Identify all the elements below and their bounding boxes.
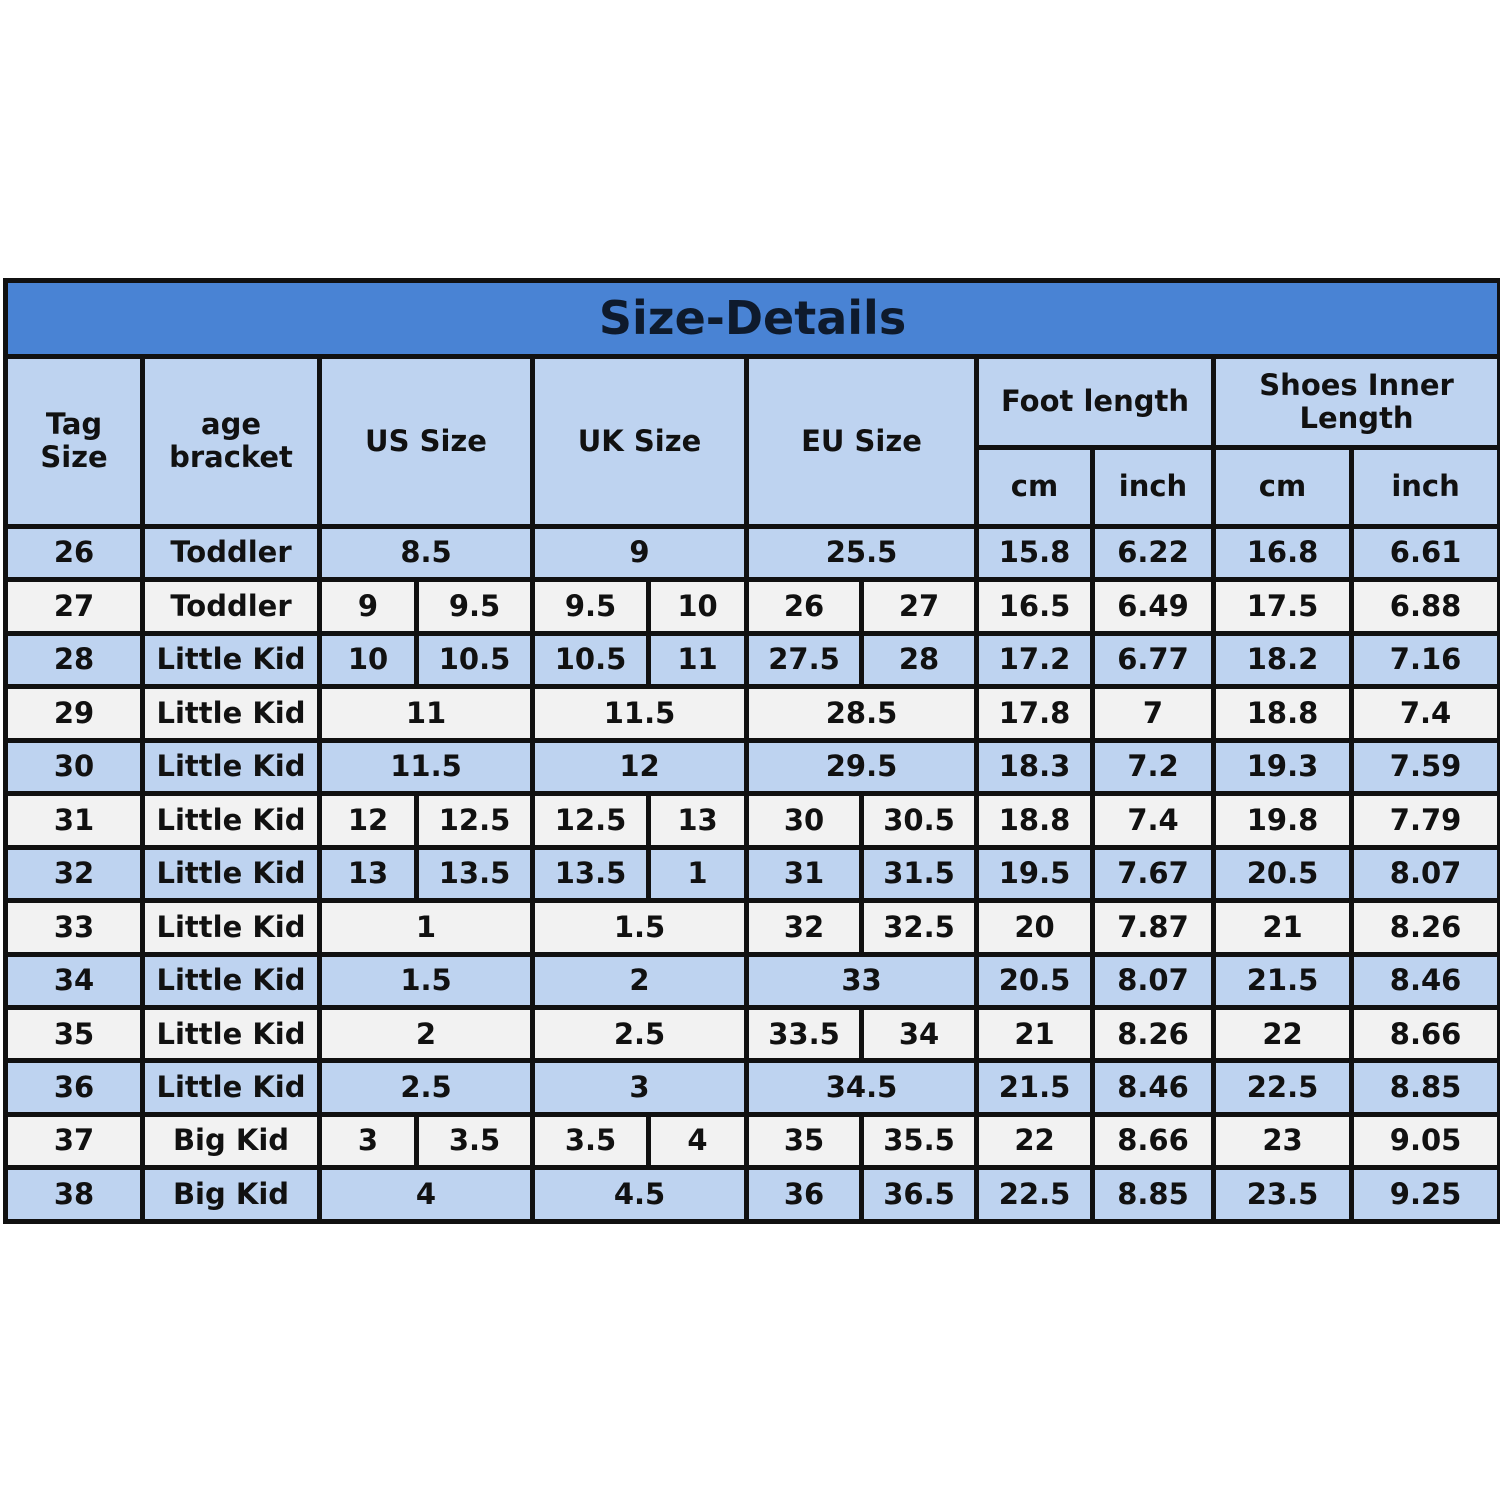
us-size-cell: 13.5 [417,847,533,900]
age-bracket-cell: Big Kid [143,1168,320,1222]
us-size-cell: 2.5 [320,1061,533,1114]
inner-length-cm-cell: 21.5 [1214,954,1352,1007]
header-foot-length: Foot length [977,356,1214,447]
eu-size-cell: 36.5 [862,1168,977,1222]
uk-size-cell: 4 [649,1114,747,1167]
uk-size-cell: 11 [649,633,747,686]
table-title: Size-Details [6,281,1500,357]
tag-size-cell: 34 [6,954,143,1007]
foot-length-inch-cell: 7.4 [1093,794,1214,847]
eu-size-cell: 31 [747,847,862,900]
us-size-cell: 12 [320,794,417,847]
inner-length-cm-cell: 20.5 [1214,847,1352,900]
tag-size-cell: 30 [6,740,143,793]
foot-length-cm-cell: 15.8 [977,526,1093,579]
table-row [6,901,1500,954]
header-eu-size: EU Size [747,356,977,526]
uk-size-cell: 3.5 [533,1114,649,1167]
table-row [6,1008,1500,1061]
foot-length-inch-cell: 6.22 [1093,526,1214,579]
header-tag-size: Tag Size [6,356,143,526]
eu-size-cell: 36 [747,1168,862,1222]
table-row [6,1061,1500,1114]
tag-size-cell: 26 [6,526,143,579]
us-size-cell: 13 [320,847,417,900]
uk-size-cell: 13 [649,794,747,847]
inner-length-inch-cell: 8.07 [1352,847,1500,900]
inner-length-cm-cell: 18.8 [1214,687,1352,740]
foot-length-cm-cell: 20 [977,901,1093,954]
tag-size-cell: 27 [6,580,143,633]
eu-size-cell: 25.5 [747,526,977,579]
tag-size-cell: 35 [6,1008,143,1061]
eu-size-cell: 32.5 [862,901,977,954]
inner-length-cm-cell: 22 [1214,1008,1352,1061]
foot-length-cm-cell: 17.2 [977,633,1093,686]
foot-length-inch-cell: 7.67 [1093,847,1214,900]
age-bracket-cell: Big Kid [143,1114,320,1167]
inner-length-inch-cell: 9.25 [1352,1168,1500,1222]
uk-size-cell: 1 [649,847,747,900]
tag-size-cell: 38 [6,1168,143,1222]
inner-length-inch-cell: 9.05 [1352,1114,1500,1167]
eu-size-cell: 29.5 [747,740,977,793]
eu-size-cell: 27 [862,580,977,633]
table-row [6,847,1500,900]
inner-length-cm-cell: 23.5 [1214,1168,1352,1222]
uk-size-cell: 2 [533,954,747,1007]
header-inner-cm: cm [1214,447,1352,526]
foot-length-inch-cell: 6.49 [1093,580,1214,633]
table-row [6,740,1500,793]
us-size-cell: 9 [320,580,417,633]
foot-length-cm-cell: 20.5 [977,954,1093,1007]
inner-length-inch-cell: 6.88 [1352,580,1500,633]
tag-size-cell: 32 [6,847,143,900]
foot-length-inch-cell: 8.26 [1093,1008,1214,1061]
table-row [6,633,1500,686]
inner-length-cm-cell: 23 [1214,1114,1352,1167]
uk-size-cell: 12.5 [533,794,649,847]
age-bracket-cell: Little Kid [143,954,320,1007]
foot-length-inch-cell: 7.87 [1093,901,1214,954]
inner-length-cm-cell: 16.8 [1214,526,1352,579]
size-details-table [3,278,1500,1224]
age-bracket-cell: Toddler [143,580,320,633]
table-row [6,526,1500,579]
us-size-cell: 12.5 [417,794,533,847]
inner-length-cm-cell: 19.3 [1214,740,1352,793]
header-inner-inch: inch [1352,447,1500,526]
uk-size-cell: 12 [533,740,747,793]
eu-size-cell: 32 [747,901,862,954]
eu-size-cell: 31.5 [862,847,977,900]
inner-length-inch-cell: 8.66 [1352,1008,1500,1061]
uk-size-cell: 9.5 [533,580,649,633]
foot-length-cm-cell: 17.8 [977,687,1093,740]
inner-length-cm-cell: 19.8 [1214,794,1352,847]
age-bracket-cell: Little Kid [143,901,320,954]
tag-size-cell: 37 [6,1114,143,1167]
foot-length-cm-cell: 18.8 [977,794,1093,847]
us-size-cell: 10 [320,633,417,686]
age-bracket-cell: Little Kid [143,633,320,686]
eu-size-cell: 30 [747,794,862,847]
foot-length-inch-cell: 8.85 [1093,1168,1214,1222]
tag-size-cell: 29 [6,687,143,740]
inner-length-cm-cell: 22.5 [1214,1061,1352,1114]
inner-length-inch-cell: 7.59 [1352,740,1500,793]
eu-size-cell: 30.5 [862,794,977,847]
us-size-cell: 3.5 [417,1114,533,1167]
foot-length-inch-cell: 8.46 [1093,1061,1214,1114]
table-row [6,1114,1500,1167]
us-size-cell: 8.5 [320,526,533,579]
foot-length-inch-cell: 8.66 [1093,1114,1214,1167]
uk-size-cell: 9 [533,526,747,579]
uk-size-cell: 10 [649,580,747,633]
inner-length-inch-cell: 6.61 [1352,526,1500,579]
inner-length-cm-cell: 17.5 [1214,580,1352,633]
foot-length-inch-cell: 7 [1093,687,1214,740]
inner-length-inch-cell: 8.26 [1352,901,1500,954]
us-size-cell: 1.5 [320,954,533,1007]
age-bracket-cell: Little Kid [143,847,320,900]
us-size-cell: 2 [320,1008,533,1061]
age-bracket-cell: Little Kid [143,794,320,847]
eu-size-cell: 28.5 [747,687,977,740]
inner-length-cm-cell: 18.2 [1214,633,1352,686]
inner-length-cm-cell: 21 [1214,901,1352,954]
uk-size-cell: 1.5 [533,901,747,954]
table-body [6,281,1500,1222]
inner-length-inch-cell: 8.85 [1352,1061,1500,1114]
foot-length-cm-cell: 22 [977,1114,1093,1167]
uk-size-cell: 2.5 [533,1008,747,1061]
inner-length-inch-cell: 8.46 [1352,954,1500,1007]
age-bracket-cell: Toddler [143,526,320,579]
tag-size-cell: 36 [6,1061,143,1114]
tag-size-cell: 28 [6,633,143,686]
table-row [6,954,1500,1007]
tag-size-cell: 31 [6,794,143,847]
foot-length-cm-cell: 16.5 [977,580,1093,633]
us-size-cell: 9.5 [417,580,533,633]
uk-size-cell: 11.5 [533,687,747,740]
foot-length-inch-cell: 6.77 [1093,633,1214,686]
foot-length-cm-cell: 18.3 [977,740,1093,793]
foot-length-inch-cell: 7.2 [1093,740,1214,793]
inner-length-inch-cell: 7.4 [1352,687,1500,740]
age-bracket-cell: Little Kid [143,740,320,793]
table-row [6,687,1500,740]
us-size-cell: 4 [320,1168,533,1222]
uk-size-cell: 10.5 [533,633,649,686]
us-size-cell: 1 [320,901,533,954]
header-us-size: US Size [320,356,533,526]
foot-length-cm-cell: 21.5 [977,1061,1093,1114]
eu-size-cell: 35.5 [862,1114,977,1167]
eu-size-cell: 27.5 [747,633,862,686]
eu-size-cell: 35 [747,1114,862,1167]
inner-length-inch-cell: 7.16 [1352,633,1500,686]
uk-size-cell: 4.5 [533,1168,747,1222]
header-foot-inch: inch [1093,447,1214,526]
inner-length-inch-cell: 7.79 [1352,794,1500,847]
header-shoes-inner-length: Shoes Inner Length [1214,356,1500,447]
header-uk-size: UK Size [533,356,747,526]
uk-size-cell: 3 [533,1061,747,1114]
age-bracket-cell: Little Kid [143,687,320,740]
table-row [6,794,1500,847]
tag-size-cell: 33 [6,901,143,954]
eu-size-cell: 34 [862,1008,977,1061]
eu-size-cell: 28 [862,633,977,686]
foot-length-cm-cell: 19.5 [977,847,1093,900]
uk-size-cell: 13.5 [533,847,649,900]
foot-length-inch-cell: 8.07 [1093,954,1214,1007]
header-foot-cm: cm [977,447,1093,526]
eu-size-cell: 34.5 [747,1061,977,1114]
us-size-cell: 11.5 [320,740,533,793]
eu-size-cell: 33.5 [747,1008,862,1061]
eu-size-cell: 33 [747,954,977,1007]
eu-size-cell: 26 [747,580,862,633]
us-size-cell: 3 [320,1114,417,1167]
foot-length-cm-cell: 21 [977,1008,1093,1061]
us-size-cell: 11 [320,687,533,740]
us-size-cell: 10.5 [417,633,533,686]
foot-length-cm-cell: 22.5 [977,1168,1093,1222]
table-row [6,580,1500,633]
table-row [6,1168,1500,1222]
age-bracket-cell: Little Kid [143,1061,320,1114]
age-bracket-cell: Little Kid [143,1008,320,1061]
header-age-bracket: age bracket [143,356,320,526]
